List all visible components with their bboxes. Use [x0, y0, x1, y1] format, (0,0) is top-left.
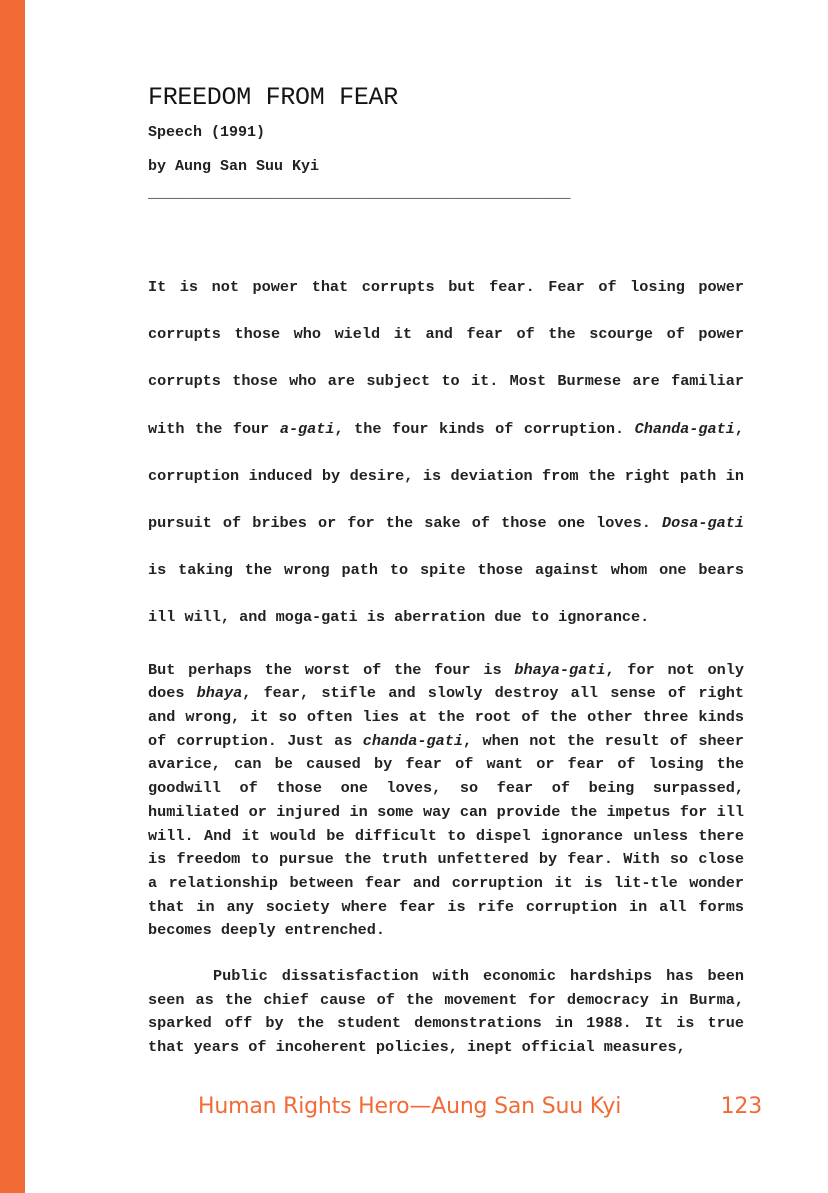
p2-text-4: , when not the result of sheer avarice, can be caused by fear of want or fear of losing the goodwill of those one loves, so fear of being surpassed, humiliated or injured in some way can provide the impetus for ill will. And it would be difficult to dispel ignorance unless there is freedom to pursue the truth unfettered by fear. With so close a relationship between fear and corruption it is lit-tle wonder that in any society where fear is rife corruption in all forms becomes deeply entrenched.	[148, 731, 745, 940]
page-title: FREEDOM FROM FEAR	[148, 83, 398, 112]
p1-text-4: is taking the wrong path to spite those against whom one bears ill will, and moga-gati is aberration due to ignorance.	[148, 561, 744, 627]
p2-text-1: But perhaps the worst of the four is	[148, 660, 515, 679]
page-footer	[198, 1094, 762, 1119]
p2-term-bhaya: bhaya	[196, 684, 243, 703]
p1-text-3: , corruption induced by desire, is deviation from the right path in pursuit of bribes or for the sake of those one loves.	[148, 419, 744, 533]
page-number: 123	[720, 1094, 762, 1119]
p1-text-2: , the four kinds of corruption.	[334, 419, 635, 438]
p2-term-chanda-gati: chanda-gati	[362, 731, 463, 750]
paragraph-1	[148, 264, 744, 642]
side-accent-stripe	[0, 0, 25, 1193]
paragraph-3: Public dissatisfaction with economic hardships has been seen as the chief cause of the movement for democracy in Burma, sparked off by the student demonstrations in 1988. It is true that years of incoherent policies, inept official measures,	[148, 967, 744, 1057]
p1-term-a-gati: a-gati	[279, 419, 335, 438]
page-content	[148, 82, 744, 1060]
author-line: by Aung San Suu Kyi	[148, 158, 320, 175]
p1-text-1: It is not power that corrupts but fear. Fear of losing power corrupts those who wield it and fear of the scourge of power corrupts those who are subject to it. Most Burmese are familiar with the four	[148, 278, 744, 438]
p1-term-chanda-gati: Chanda-gati	[634, 419, 735, 438]
footer-book-title: Human Rights Hero—Aung San Suu Kyi	[198, 1094, 622, 1119]
p2-text-3: , fear, stifle and slowly destroy all sense of right and wrong, it so often lies at the root of the other three kinds of corruption. Just as	[148, 684, 744, 750]
paragraph-2	[148, 659, 744, 943]
p1-term-dosa-gati: Dosa-gati	[661, 514, 744, 533]
separator-rule: ________________________________________________	[148, 185, 571, 202]
p2-text-2: , for not only does	[148, 660, 744, 703]
p2-term-bhaya-gati: bhaya-gati	[514, 660, 606, 679]
speech-subtitle: Speech (1991)	[148, 124, 266, 141]
